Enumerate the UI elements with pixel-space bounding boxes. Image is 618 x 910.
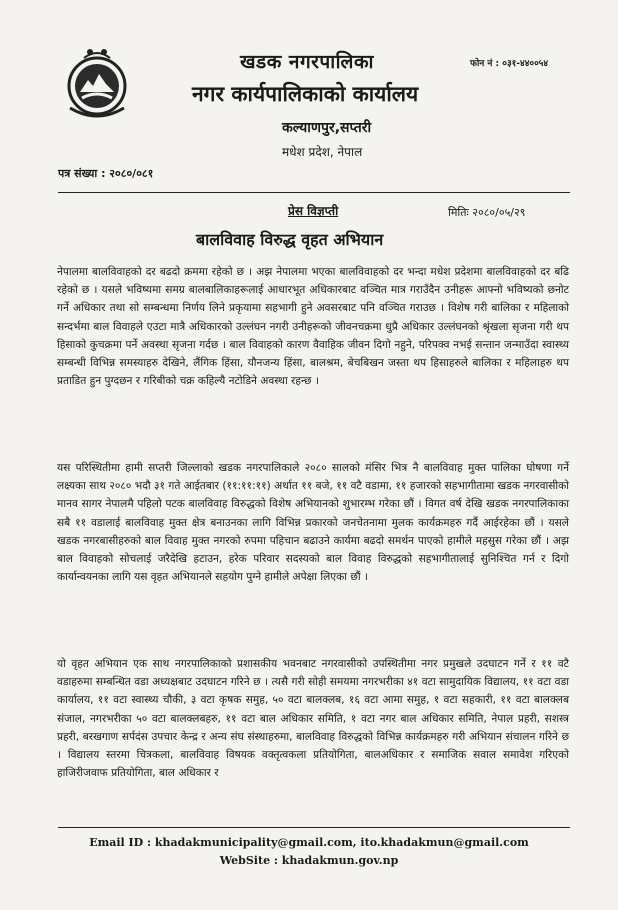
municipality-name: खडक नगरपालिका	[240, 51, 374, 73]
phone-number: फोन नं : ०३१-४४००५४	[470, 59, 549, 69]
body-paragraph-1: नेपालमा बालविवाहको दर बढदो क्रममा रहेको छ । अझ नेपालमा भएका बालविवाहको दर भन्दा मधेश प्रदेशमा बालविवाहको दर बढि रहेको छ । यसले भविष्यमा समग्र बालबालिकाहरूलाई आधारभूत अधिकारबाट वञ्चित मात्र गराउँदैन उनीहरू आफ्नो भविष्यको छनोट गर्ने अधिकार तथा सो सम्बन्धमा निर्णय लिने प्रकृयामा सहभागी हुने अवसरबाट पनि वञ्चित गराउछ । विशेष गरी बालिका र महिलाको सन्दर्भमा बाल विवाहले एउटा मात्रै अधिकारको उल्लंघन नगरी उनीहरूको जीवनचक्रमा धुप्रै अधिकार उल्लंघनको श्रृंखला सृजना गरी थप हिसाको कुचक्रमा पर्ने अवस्था सृजना गर्दछ । बाल विवाहको कारण वैवाहिक जीवन दिगो नहुने, परिपक्व नभई सन्तान जन्माउँदा स्वास्थ्य सम्बन्धी विभिन्न समस्याहरु देखिने, लैंगिक हिंसा, यौनजन्य हिंसा, बालश्रम, बेचबिखन जस्ता थप हिसाहरुले बालिका र महिलाहरु थप प्रताडित हुन पुग्दछन र गरिबीको चक्र कहिल्यै नटोडिने अवस्था रहन्छ ।	[57, 266, 569, 388]
press-release-label: प्रेस विज्ञप्ती	[288, 204, 339, 218]
office-name: नगर कार्यपालिकाको कार्यालय	[192, 82, 419, 106]
body-paragraph-3: यो वृहत अभियान एक साथ नगरपालिकाको प्रशासकीय भवनबाट नगरवासीको उपस्थितीमा नगर प्रमुखले उदघाटन गर्ने र ११ वटै वडाहरुमा सम्बन्धित वडा अध्यक्षबाट उदघाटन गरिने छ । त्यसै गरी सोही समयमा नगरभरीका ४१ वटा सामुदायिक विद्यालय, ११ वटा वडा कार्यालय, ११ वटा स्वास्थ्य चौकी, ३ वटा कृषक समुह, ५० वटा बालक्लब, १६ वटा आमा समुह, १ वटा सहकारी, ११ वटा बालक्लब संजाल, नगरभरीका ५० वटा बालक्लबहरु, ११ वटा बाल अधिकार समिति, १ वटा नगर बाल अधिकार समिति, नेपाल प्रहरी, सशस्त्र प्रहरी, बरखगाण सर्पदंस उपचार केन्द्र र अन्य संघ संस्थाहरुमा, बालविवाह विरुद्धको विभिन्न कार्यक्रमहरु गरी अभियान संचालन गरिने छ । विद्यालय स्तरमा चित्रकला, बालविवाह विषयक वक्तृत्वकला प्रतियोगिता, बालअधिकार र समाजिक सवाल समावेश गरिएको हाजिरीजवाफ प्रतियोगिता, बाल अधिकार र	[57, 658, 569, 780]
footer-email: Email ID : khadakmunicipality@gmail.com, ito.khadakmun@gmail.com	[89, 836, 529, 849]
header-divider	[58, 192, 570, 193]
release-date: मितिः २०८०/०५/२९	[448, 206, 526, 219]
headline: बालविवाह विरुद्ध वृहत अभियान	[196, 230, 384, 249]
body-paragraph-2: यस परिस्थितीमा हामी सप्तरी जिल्लाको खडक नगरपालिकाले २०८० सालको मंसिर भित्र नै बालविवाह मुक्त पालिका घोषणा गर्ने लक्ष्यका साथ २०८० भदौ ३१ गते आईतबार (११:११:११) अर्थात ११ बजे, ११ वटै वडामा, ११ हजारको सहभागीतामा खडक नगरवासीको मानव सागर नेपालमै पहिलो पटक बालविवाह विरुद्धको विशेष अभियानको शुभारम्भ गरेका छौं । विगत वर्ष देखि खडक नगरपालिकाका सबै ११ वडालाई बालविवाह मुक्त क्षेत्र बनाउनका लागि विभिन्न प्रकारको जनचेतनामा मुलक कार्यक्रमहरु गर्दै आईरहेका छौं । यसले खडक नगरबासीहरुको बाल विवाह मुक्त नगरको रुपमा पहिचान बढाउने कार्यमा बढदो समर्थन पाएको हामीले महसुस गरेका छौं । अझ बाल विवाहको सोचलाई जरैदेखि हटाउन, हरेक परिवार सदस्यको बाल विवाह विरुद्धको सहभागीतालाई सुनिश्चित गर्न र दिगो कार्यान्वयनका लागि यस वृहत अभियानले सहयोग पुग्ने हामीले अपेक्षा लिएका छौं ।	[57, 462, 569, 584]
reference-number: पत्र संख्या : २०८०/०८१	[58, 167, 154, 180]
footer-divider	[58, 827, 570, 828]
province-name: मधेश प्रदेश, नेपाल	[282, 145, 363, 159]
office-address: कल्याणपुर,सप्तरी	[282, 120, 372, 136]
footer-website: WebSite : khadakmun.gov.np	[219, 854, 399, 867]
nepal-government-emblem-icon	[66, 46, 128, 122]
